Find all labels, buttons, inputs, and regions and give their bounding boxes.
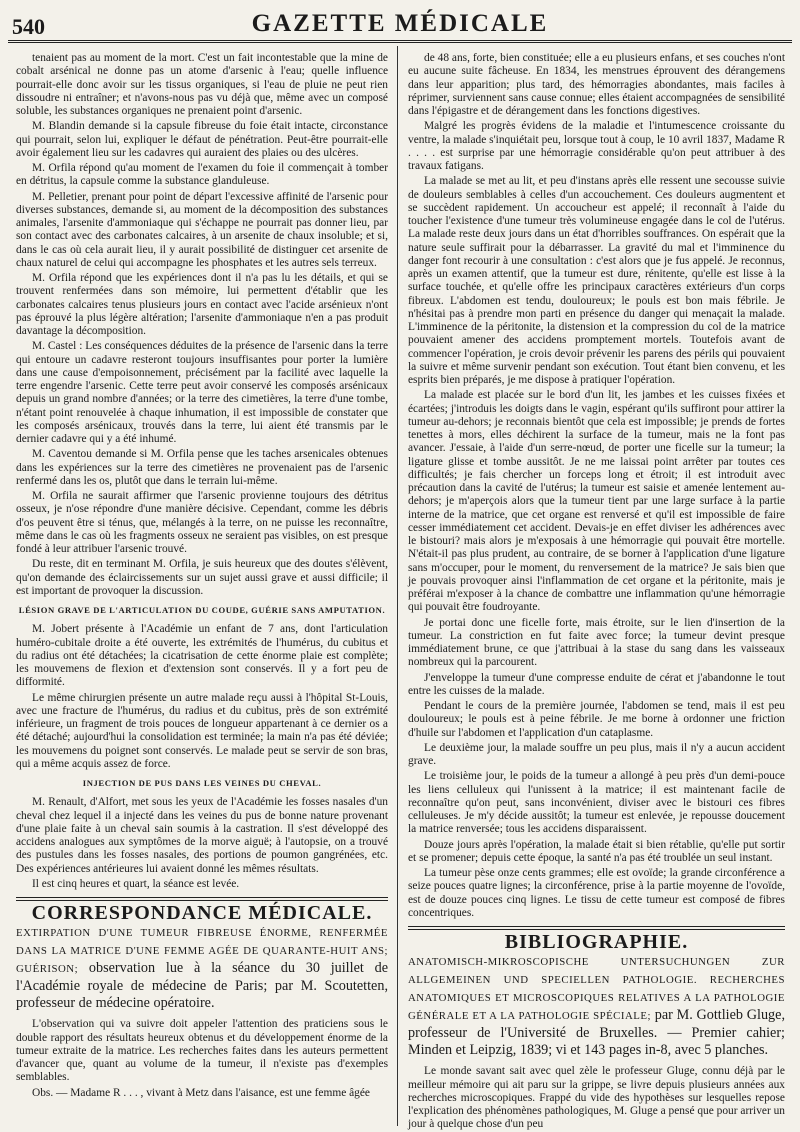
paragraph: M. Renault, d'Alfort, met sous les yeux de l'Académie les fosses nasales d'un cheval chez lequel il a injecté dans les veines du pus de bonne nature provenant d'une plaie faite à un cheval sain soumis à la castration. Il s'est développé des accidens analogues aux symptômes de la morve aiguë; à l'autopsie, on a trouvé des pustules dans les fosses nasales, des portions de poumon gangrénées, etc. Des expériences antérieures lui avaient donné les mêmes résultats.: [16, 796, 388, 875]
article-title: [16, 924, 388, 1012]
paragraph: Le troisième jour, le poids de la tumeur a allongé à peu près d'un demi-pouce les liens celluleux qui l'unissent à la matrice; il est maintenant facile de reconnaître qu'on peut, sans inconvénient, diviser avec le bistouri ces fibres celluleuses. Je m'y décide aussitôt; la tumeur est enlevée, je repousse doucement la matrice renversée; tous les accidens disparaissent.: [408, 770, 785, 836]
paragraph: M. Orfila ne saurait affirmer que l'arsenic provienne toujours des détritus osseux, je n'ose répondre d'une manière décisive. Cependant, comme les débris d'os peuvent être si ténus, que, mélangés à la terre, on ne puisse les reconnaître, même dans le cas où les fragments osseux ne seraient pas visibles, on est presque fondé à leur attribuer l'arsenic trouvé.: [16, 490, 388, 555]
subheading-elbow: LÉSION GRAVE DE L'ARTICULATION DU COUDE, GUÉRIE SANS AMPUTATION.: [18, 605, 386, 615]
left-paras-b: [16, 623, 388, 771]
right-paras-b: [408, 1065, 785, 1131]
paragraph: M. Orfila répond qu'au moment de l'examen du foie il commençait à tomber en détritus, la capsule comme la substance glanduleuse.: [16, 162, 388, 188]
paragraph: Je portai donc une ficelle forte, mais étroite, sur le lien d'insertion de la tumeur. La constriction en fut faite avec force; la tumeur devint presque immédiatement brune, ce que j'attribuai à la stase du sang dans les vaisseaux nombreux qui la parcourent.: [408, 616, 785, 669]
section-title-bibliographie: BIBLIOGRAPHIE.: [504, 931, 689, 953]
paragraph: Le deuxième jour, la malade souffre un peu plus, mais il n'y a aucun accident grave.: [408, 741, 785, 767]
section-rule: [408, 926, 785, 930]
paragraph: Malgré les progrès évidens de la maladie et l'intumescence croissante du ventre, la malade s'inquiétait peu, lorsque tout à coup, le 10 avril 1837, Madame R . . . . est surprise par une hémorragie considérable qu'on peut attribuer à des travaux fatigans.: [408, 120, 785, 172]
right-paras-a: [408, 52, 785, 920]
biblio-entry-title: [408, 953, 785, 1059]
paragraph: La malade se met au lit, et peu d'instans après elle ressent une secousse suivie de douleurs semblables à celles d'un accouchement. Ces douleurs augmentent et se succèdent rapidement. Un accoucheur est appelé; il reconnaît à l'aide du toucher l'existence d'une tumeur très volumineuse engagée dans le col de l'utérus. La malade reste deux jours dans un état d'horribles souffrances. On espérait que la nature seule suffirait pour la débarrasser. La gravité du mal et l'imminence du danger font recourir à une consultation : c'est alors que je fus appelé. Je reconnus, après un examen attentif, que la tumeur est dure, rénitente, qu'elle est lisse à la surface touchée, et qu'elle offre les principaux caractères extérieurs d'un corps fibreux. L'abdomen est tendu, douloureux; le pouls est bon mais fébrile. Je n'hésitai pas à prendre mon parti en présence du danger qui menaçait la malade. L'imminence de la péritonite, la distension et la compression du col de la matrice pouvaient amener des accidens promptement mortels. Toutefois avant de commencer l'opération, je crois devoir prévenir les parens des périls qui pouvaient la suivre et même survenir pendant son exécution. Tout étant bien convenu, et les esprits bien préparés, je me dispose à pratiquer l'opération.: [408, 175, 785, 386]
paragraph: L'observation qui va suivre doit appeler l'attention des praticiens sous le double rapport des résultats heureux obtenus et du développement énorme de la tumeur extraite de la matrice. Les recherches faites dans les auteurs permettent d'avancer que, quant au volume de la tumeur, il n'existe pas d'exemples semblables.: [16, 1018, 388, 1084]
left-paras-d: [16, 1018, 388, 1100]
paragraph: Il est cinq heures et quart, la séance est levée.: [32, 877, 240, 890]
paragraph: M. Pelletier, prenant pour point de départ l'excessive affinité de l'arsenic pour diverses substances, demande si, au moment de la décomposition des substances animales, l'arsenite d'ammoniaque qui s'échappe ne pourrait pas donner lieu, par son contact avec des carbonates calcaires, à un arsenite de chaux insoluble; et si, dans le cas où cela aurait lieu, il y aurait possibilité de distinguer cet arsenite de chaux naturel de celui qui accompagne les phosphates et les autres sels terreux.: [16, 190, 388, 269]
left-paras-c: [16, 796, 388, 891]
page-number: 540: [12, 14, 45, 39]
paragraph: Douze jours après l'opération, la malade était si bien rétablie, qu'elle put sortir et se promener; depuis cette époque, la santé n'a pas été troublée un seul instant.: [408, 838, 785, 864]
paragraph: M. Jobert présente à l'Académie un enfant de 7 ans, dont l'articulation huméro-cubitale droite a été ouverte, les extrémités de l'humérus, du cubitus et du radius ont été détachées; la cicatrisation de cette énorme plaie est complète; les mouvemens de flexion et d'extension sont conservés. Il y a fort peu de difformité.: [16, 623, 388, 689]
column-divider: [397, 46, 398, 1126]
paragraph: Le même chirurgien présente un autre malade reçu aussi à l'hôpital St-Louis, avec une fracture de l'humérus, du radius et du cubitus, près de son extrémité inférieure, un fragment de trois pouces de longueur appartenant à ce dernier os a été détaché; aujourd'hui la consolidation est terminée; la main n'a pas été déviée; les mouvemens du poignet sont conservés. Le malade peut se servir de son bras, qui a même acquis assez de force.: [16, 691, 388, 770]
paragraph: M. Castel : Les conséquences déduites de la présence de l'arsenic dans la terre qui entoure un cadavre resteront toujours insuffisantes pour porter la lumière dans une cause d'empoisonnement, précisément par la facilité avec laquelle la terre engendre l'arsenic. Cette terre peut avoir conservé les composés arsénicaux depuis un grand nombre d'années; or la terre des cimetières, la terre d'une tombe, n'étant point renouvelée à chaque inhumation, il est impossible de constater que les composés arsénicaux, trouvés dans la terre, lui aient été transmis par le dernier cadavre qui y a été inhumé.: [16, 340, 388, 445]
paragraph: M. Blandin demande si la capsule fibreuse du foie était intacte, circonstance qui pourrait, selon lui, expliquer le défaut de pénétration. Peut-être pourrait-elle avoir également lieu sur les cadavres qui auraient des plaies ou des ulcères.: [16, 120, 388, 159]
paragraph: La malade est placée sur le bord d'un lit, les jambes et les cuisses fixées et écartées; j'introduis les doigts dans le vagin, espérant qu'ils suffiront pour attirer la tumeur au-dehors; je reconnais bientôt que cela est impossible; je prends de fortes tenettes à mors, elles déchirent la surface de la tumeur, mais ne la font pas avancer. J'essaie, à l'aide d'un serre-nœud, de porter une ficelle sur la tumeur; la ligature glisse et tombe aussitôt. Je ne me laissai point arrêter par toutes ces difficultés; je fais chercher un forceps long et étroit; il est introduit avec précaution dans la cavité de l'utérus; la tumeur est saisie et amenée lentement au-dehors; je m'aperçois alors que la tumeur tient par une large surface à la partie interne de la matrice, que cet organe est renversé et qu'il est impossible de faire cesser immédiatement cet accident. Devais-je en effet diviser les adhérences avec le bistouri? mais alors je m'exposais à une hémorragie qui pouvait être mortelle. N'était-il pas plus prudent, au contraire, de se borner à l'application d'une ligature sans m'occuper, pour le moment, du renversement de la matrice? Je sais bien que je pouvais provoquer ainsi l'inflammation de cet organe et la péritonite, mais je préférai m'exposer à la chance de combattre une inflammation qu'une hémorragie qui pouvait être foudroyante.: [408, 389, 785, 614]
paragraph: La tumeur pèse onze cents grammes; elle est ovoïde; la grande circonférence a seize pouces quatre lignes; la circonférence, prise à la partie moyenne de l'ovoïde, est de douze pouces cinq lignes. Le tissu de cette tumeur est composé de fibres concentriques.: [408, 867, 785, 919]
paragraph: J'enveloppe la tumeur d'une compresse enduite de cérat et j'abandonne le tout entre les cuisses de la malade.: [408, 671, 785, 697]
header-rule: [8, 40, 792, 43]
section-title-correspondance: CORRESPONDANCE MÉDICALE.: [31, 902, 373, 924]
left-paras-a: [16, 52, 388, 598]
paragraph: tenaient pas au moment de la mort. C'est un fait incontestable que la mine de cobalt arsénical ne donne pas un atome d'arsenic à l'eau; quelle influence pourrait-elle donc avoir sur les tissus organiques, si l'eau de pluie ne peut rien dissoudre ni entraîner; et n'avons-nous pas vu déjà que, même avec un composé soluble, les substances organiques ne prenaient point d'arsenic.: [16, 52, 388, 117]
page-header: [0, 0, 800, 44]
paragraph: M. Caventou demande si M. Orfila pense que les taches arsenicales obtenues dans les expériences sur la terre des cimetières ne provenaient pas de l'arsenic renfermé dans les os, plutôt que dans le terrain lui-même.: [16, 448, 388, 487]
paragraph: de 48 ans, forte, bien constituée; elle a eu plusieurs enfans, et ses couches n'ont eu aucune suite fâcheuse. En 1834, les menstrues éprouvent des dérangemens dans leur apparition; plus tard, des hémorragies abondantes, mais faciles à réprimer, surviennent sans cause connue; elles étaient accompagnées de sensibilité dans l'épigastre et de dérangement dans les fonctions digestives.: [408, 52, 785, 117]
paragraph: Le monde savant sait avec quel zèle le professeur Gluge, connu déjà par le meilleur mémoire qui ait paru sur la grippe, se livre depuis plusieurs années aux recherches microscopiques. Frappé du vide des hypothèses sur lesquelles repose l'explication des phénomènes pathologiques, M. Gluge a pensé que pour arriver un jour à quelque chose d'un peu: [408, 1065, 785, 1131]
subheading-horse: INJECTION DE PUS DANS LES VEINES DU CHEVAL.: [82, 778, 322, 788]
section-rule: [16, 897, 388, 901]
article-title-rest: observation lue à la séance du 30 juillet de l'Académie royale de médecine de Paris; par M. Scoutetten, professeur de médecine opératoire.: [16, 960, 388, 1012]
biblio-title-rest: par M. Gottlieb Gluge, professeur de l'Université de Bruxelles. — Premier cahier; Minden et Leipzig, 1839; vi et 143 pages in-8, avec 5 planches.: [408, 1007, 785, 1059]
right-column: [408, 52, 785, 1131]
paragraph: M. Orfila répond que les expériences dont il n'a pas lu les détails, et qui se trouvent renfermées dans son mémoire, lui permettent d'établir que les carbonates calcaires tenus plusieurs jours en contact avec l'acide arsénieux n'ont pas éprouvé la plus légère altération; l'arsenite d'ammoniaque n'en a pas produit davantage la décomposition.: [16, 272, 388, 337]
paragraph: Du reste, dit en terminant M. Orfila, je suis heureux que des doutes s'élèvent, qu'on demande des éclaircissements sur un sujet aussi grave et aussi difficile; il est important de provoquer la discussion.: [16, 558, 388, 597]
biblio-title-caps: ANATOMISCH-MIKROSCOPISCHE UNTERSUCHUNGEN ZUR ALLGEMEINEN UND SPECIELLEN PATHOLOGIE. RECHERCHES ANATOMIQUES ET MICROSCOPIQUES RELATIVES A LA PATHOLOGIE GÉNÉRALE ET A LA PATHOLOGIE SPÉCIALE;: [408, 956, 785, 1023]
paragraph: Pendant le cours de la première journée, l'abdomen se tend, mais il est peu douloureux; le pouls est à peine fébrile. Je me borne à ordonner une friction d'huile sur l'abdomen et l'application d'un cataplasme.: [408, 700, 785, 739]
left-column: [16, 52, 388, 1124]
paragraph: Obs. — Madame R . . . , vivant à Metz dans l'aisance, est une femme âgée: [32, 1086, 370, 1099]
article-title-caps: EXTIRPATION D'UNE TUMEUR FIBREUSE ÉNORME, RENFERMÉE DANS LA MATRICE D'UNE FEMME AGÉE DE QUARANTE-HUIT ANS; GUÉRISON;: [16, 927, 388, 976]
masthead-title: GAZETTE MÉDICALE: [251, 10, 549, 37]
